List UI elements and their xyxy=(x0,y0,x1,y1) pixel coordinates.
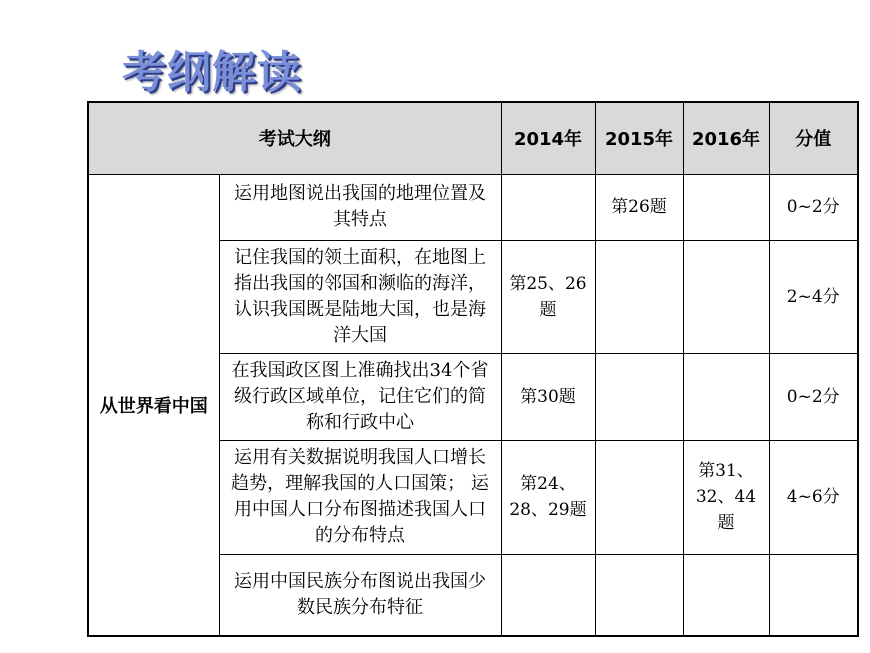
table-header-row xyxy=(88,102,858,174)
exam-outline-table xyxy=(87,101,859,637)
cell-2014: 第25、26题 xyxy=(501,240,595,353)
cell-2015 xyxy=(595,353,683,440)
outline-item: 运用地图说出我国的地理位置及其特点 xyxy=(219,174,501,240)
header-2015: 2015年 xyxy=(595,102,683,174)
cell-2016 xyxy=(683,554,769,636)
page-title: 考纲解读 xyxy=(122,47,302,98)
table-row xyxy=(88,174,858,240)
outline-item: 在我国政区图上准确找出34个省级行政区域单位，记住它们的简称和行政中心 xyxy=(219,353,501,440)
cell-2015: 第26题 xyxy=(595,174,683,240)
cell-score: 2~4分 xyxy=(769,240,858,353)
category-cell: 从世界看中国 xyxy=(88,174,219,636)
cell-2015 xyxy=(595,440,683,554)
header-outline: 考试大纲 xyxy=(88,102,501,174)
cell-2014 xyxy=(501,554,595,636)
cell-score: 0~2分 xyxy=(769,353,858,440)
header-2014: 2014年 xyxy=(501,102,595,174)
outline-item: 运用有关数据说明我国人口增长趋势，理解我国的人口国策； 运用中国人口分布图描述我国人口的分布特点 xyxy=(219,440,501,554)
cell-2014 xyxy=(501,174,595,240)
outline-item: 运用中国民族分布图说出我国少数民族分布特征 xyxy=(219,554,501,636)
cell-2016 xyxy=(683,174,769,240)
cell-2015 xyxy=(595,554,683,636)
outline-item: 记住我国的领土面积，在地图上指出我国的邻国和濒临的海洋，认识我国既是陆地大国，也是海洋大国 xyxy=(219,240,501,353)
cell-score xyxy=(769,554,858,636)
cell-2014: 第24、28、29题 xyxy=(501,440,595,554)
cell-2016 xyxy=(683,353,769,440)
cell-2016 xyxy=(683,240,769,353)
cell-score: 4~6分 xyxy=(769,440,858,554)
cell-2014: 第30题 xyxy=(501,353,595,440)
cell-score: 0~2分 xyxy=(769,174,858,240)
cell-2016: 第31、32、44题 xyxy=(683,440,769,554)
header-score: 分值 xyxy=(769,102,858,174)
header-2016: 2016年 xyxy=(683,102,769,174)
cell-2015 xyxy=(595,240,683,353)
